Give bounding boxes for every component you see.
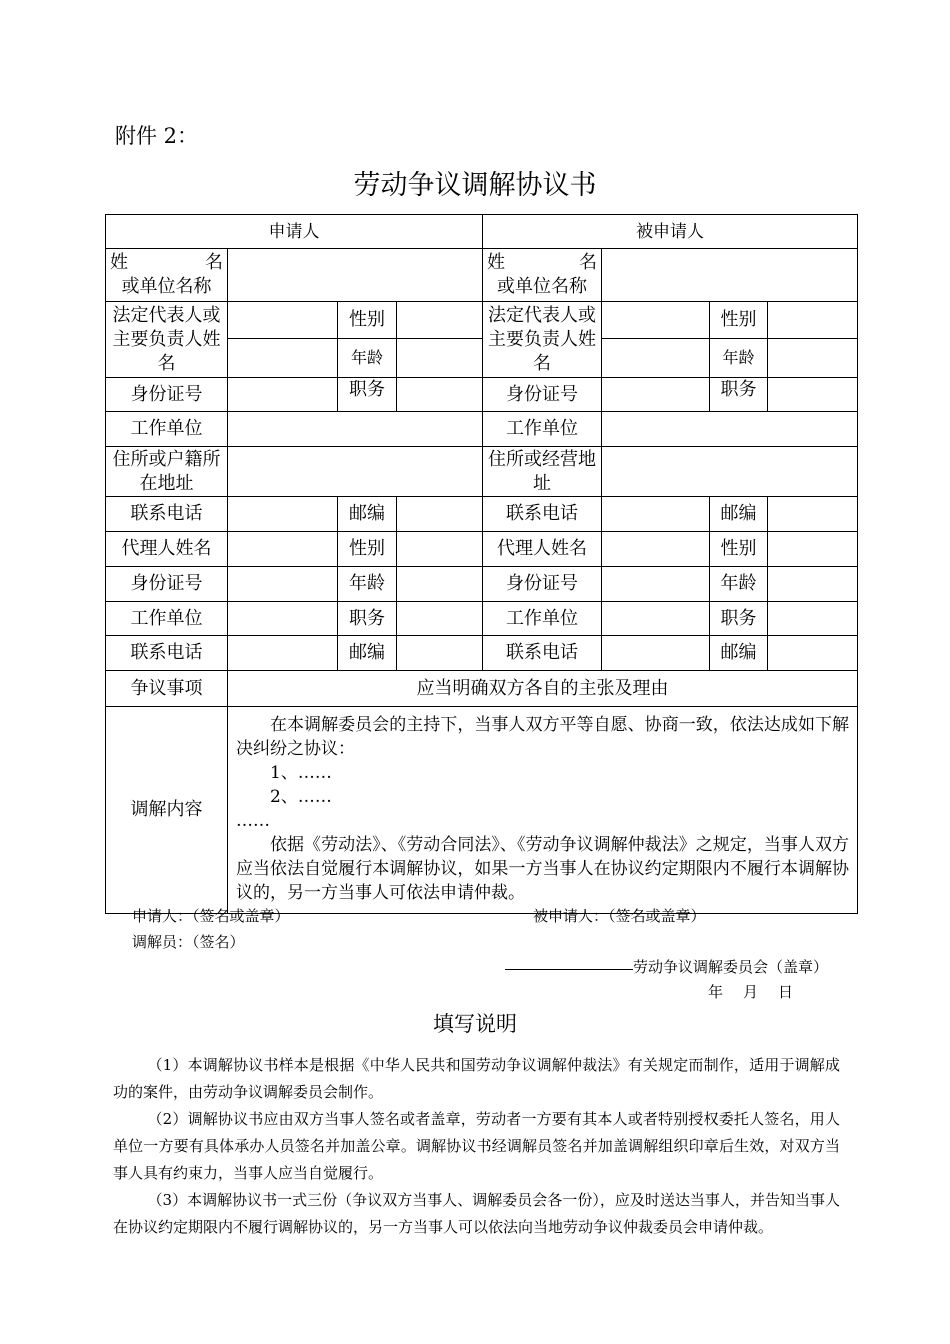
mediator-signature-label: 调解员：（签名） — [132, 933, 245, 951]
respondent-legal-rep-field-2[interactable] — [602, 339, 710, 378]
respondent-position-label: 职务 — [710, 378, 768, 412]
applicant-name-field[interactable] — [228, 249, 483, 302]
respondent-work-unit-field[interactable] — [602, 412, 858, 447]
respondent-age-field[interactable] — [768, 339, 858, 378]
respondent-work-unit-label: 工作单位 — [483, 412, 602, 447]
respondent-agent-phone-field[interactable] — [602, 636, 710, 671]
respondent-address-label: 住所或经营地址 — [483, 447, 602, 497]
respondent-agent-postcode-field[interactable] — [768, 636, 858, 671]
applicant-id-field[interactable] — [228, 378, 338, 412]
applicant-agent-position-label: 职务 — [338, 602, 397, 636]
content-item-3: …… — [236, 811, 270, 831]
applicant-agent-work-unit-field[interactable] — [228, 602, 338, 636]
respondent-age-label: 年龄 — [710, 339, 768, 378]
applicant-agent-position-field[interactable] — [397, 602, 483, 636]
applicant-postcode-field[interactable] — [397, 497, 483, 532]
respondent-agent-id-field[interactable] — [602, 567, 710, 602]
content-item-2: 2、…… — [270, 787, 332, 807]
respondent-agent-gender-field[interactable] — [768, 532, 858, 567]
applicant-work-unit-field[interactable] — [228, 412, 483, 447]
applicant-legal-rep-label: 法定代表人或主要负责人姓名 — [106, 302, 228, 378]
applicant-agent-id-field[interactable] — [228, 567, 338, 602]
instruction-item-2: （2）调解协议书应由双方当事人签名或者盖章，劳动者一方要有其本人或者特别授权委托人签名，用人单位一方要有具体承办人员签名并加盖公章。调解协议书经调解员签名并加盖调解组织印章后生效，对双方当事人具有约束力，当事人应当自觉履行。 — [113, 1110, 840, 1182]
applicant-agent-work-unit-label: 工作单位 — [106, 602, 228, 636]
applicant-agent-gender-field[interactable] — [397, 532, 483, 567]
committee-seal-line — [505, 956, 828, 977]
instruction-item-1: （1）本调解协议书样本是根据《中华人民共和国劳动争议调解仲裁法》有关规定而制作，适用于调解成功的案件，由劳动争议调解委员会制作。 — [113, 1056, 840, 1101]
respondent-postcode-field[interactable] — [768, 497, 858, 532]
applicant-position-label: 职务 — [338, 378, 397, 412]
applicant-agent-phone-field[interactable] — [228, 636, 338, 671]
applicant-gender-label: 性别 — [338, 302, 397, 339]
document-title: 劳动争议调解协议书 — [353, 170, 597, 201]
committee-seal-label: 劳动争议调解委员会（盖章） — [633, 958, 829, 976]
applicant-agent-age-field[interactable] — [397, 567, 483, 602]
respondent-agent-work-unit-field[interactable] — [602, 602, 710, 636]
applicant-agent-name-field[interactable] — [228, 532, 338, 567]
applicant-phone-label: 联系电话 — [106, 497, 228, 532]
respondent-phone-field[interactable] — [602, 497, 710, 532]
respondent-header: 被申请人 — [483, 215, 858, 249]
applicant-address-label: 住所或户籍所在地址 — [106, 447, 228, 497]
respondent-agent-postcode-label: 邮编 — [710, 636, 768, 671]
mediation-form-table — [105, 214, 858, 914]
respondent-address-field[interactable] — [602, 447, 858, 497]
respondent-position-field[interactable] — [768, 378, 858, 412]
applicant-address-field[interactable] — [228, 447, 483, 497]
content-paragraph-2: 依据《劳动法》、《劳动合同法》、《劳动争议调解仲裁法》之规定，当事人双方应当依法自觉履行本调解协议，如果一方当事人在协议约定期限内不履行本调解协议的，另一方当事人可依法申请仲裁。 — [236, 835, 849, 903]
respondent-name-label: 姓 名 或单位名称 — [483, 249, 602, 302]
applicant-agent-id-label: 身份证号 — [106, 567, 228, 602]
applicant-legal-rep-field[interactable] — [228, 302, 338, 339]
instructions-title: 填写说明 — [433, 1012, 517, 1036]
applicant-agent-name-label: 代理人姓名 — [106, 532, 228, 567]
applicant-phone-field[interactable] — [228, 497, 338, 532]
respondent-name-field[interactable] — [602, 249, 858, 302]
respondent-agent-gender-label: 性别 — [710, 532, 768, 567]
applicant-agent-postcode-label: 邮编 — [338, 636, 397, 671]
instruction-item-3: （3）本调解协议书一式三份（争议双方当事人、调解委员会各一份），应及时送达当事人，并告知当事人在协议约定期限内不履行调解协议的，另一方当事人可以依法向当地劳动争议仲裁委员会申请仲裁。 — [113, 1191, 840, 1236]
date-day-label: 日 — [778, 983, 794, 1001]
date-line — [708, 981, 793, 1002]
content-paragraph-1: 在本调解委员会的主持下，当事人双方平等自愿、协商一致，依法达成如下解决纠纷之协议： — [236, 715, 849, 759]
applicant-work-unit-label: 工作单位 — [106, 412, 228, 447]
attachment-label: 附件 2： — [115, 124, 199, 148]
respondent-phone-label: 联系电话 — [483, 497, 602, 532]
applicant-age-field[interactable] — [397, 339, 483, 378]
respondent-gender-field[interactable] — [768, 302, 858, 339]
respondent-agent-phone-label: 联系电话 — [483, 636, 602, 671]
applicant-gender-field[interactable] — [397, 302, 483, 339]
respondent-agent-position-field[interactable] — [768, 602, 858, 636]
applicant-agent-phone-label: 联系电话 — [106, 636, 228, 671]
instructions-body — [113, 1052, 840, 1241]
respondent-agent-name-field[interactable] — [602, 532, 710, 567]
applicant-agent-postcode-field[interactable] — [397, 636, 483, 671]
respondent-legal-rep-label: 法定代表人或主要负责人姓名 — [483, 302, 602, 378]
dispute-label: 争议事项 — [106, 671, 228, 707]
applicant-id-label: 身份证号 — [106, 378, 228, 412]
respondent-agent-id-label: 身份证号 — [483, 567, 602, 602]
committee-name-blank[interactable] — [505, 969, 633, 970]
applicant-agent-age-label: 年龄 — [338, 567, 397, 602]
dispute-field[interactable]: 应当明确双方各自的主张及理由 — [228, 671, 858, 707]
applicant-position-field[interactable] — [397, 378, 483, 412]
applicant-age-label: 年龄 — [338, 339, 397, 378]
respondent-legal-rep-field[interactable] — [602, 302, 710, 339]
content-item-1: 1、…… — [270, 763, 332, 783]
applicant-agent-gender-label: 性别 — [338, 532, 397, 567]
respondent-gender-label: 性别 — [710, 302, 768, 339]
mediation-content-label: 调解内容 — [106, 707, 228, 914]
respondent-id-label: 身份证号 — [483, 378, 602, 412]
applicant-signature-label: 申请人：（签名或盖章） — [132, 907, 290, 925]
respondent-signature-label: 被申请人：（签名或盖章） — [533, 907, 706, 925]
respondent-agent-age-field[interactable] — [768, 567, 858, 602]
applicant-postcode-label: 邮编 — [338, 497, 397, 532]
date-year-label: 年 — [708, 983, 724, 1001]
mediation-content-field[interactable] — [228, 707, 858, 914]
respondent-postcode-label: 邮编 — [710, 497, 768, 532]
respondent-agent-age-label: 年龄 — [710, 567, 768, 602]
respondent-agent-position-label: 职务 — [710, 602, 768, 636]
respondent-agent-name-label: 代理人姓名 — [483, 532, 602, 567]
applicant-header: 申请人 — [106, 215, 483, 249]
applicant-legal-rep-field-2[interactable] — [228, 339, 338, 378]
applicant-name-label: 姓 名 或单位名称 — [106, 249, 228, 302]
respondent-id-field[interactable] — [602, 378, 710, 412]
respondent-agent-work-unit-label: 工作单位 — [483, 602, 602, 636]
date-month-label: 月 — [743, 983, 759, 1001]
